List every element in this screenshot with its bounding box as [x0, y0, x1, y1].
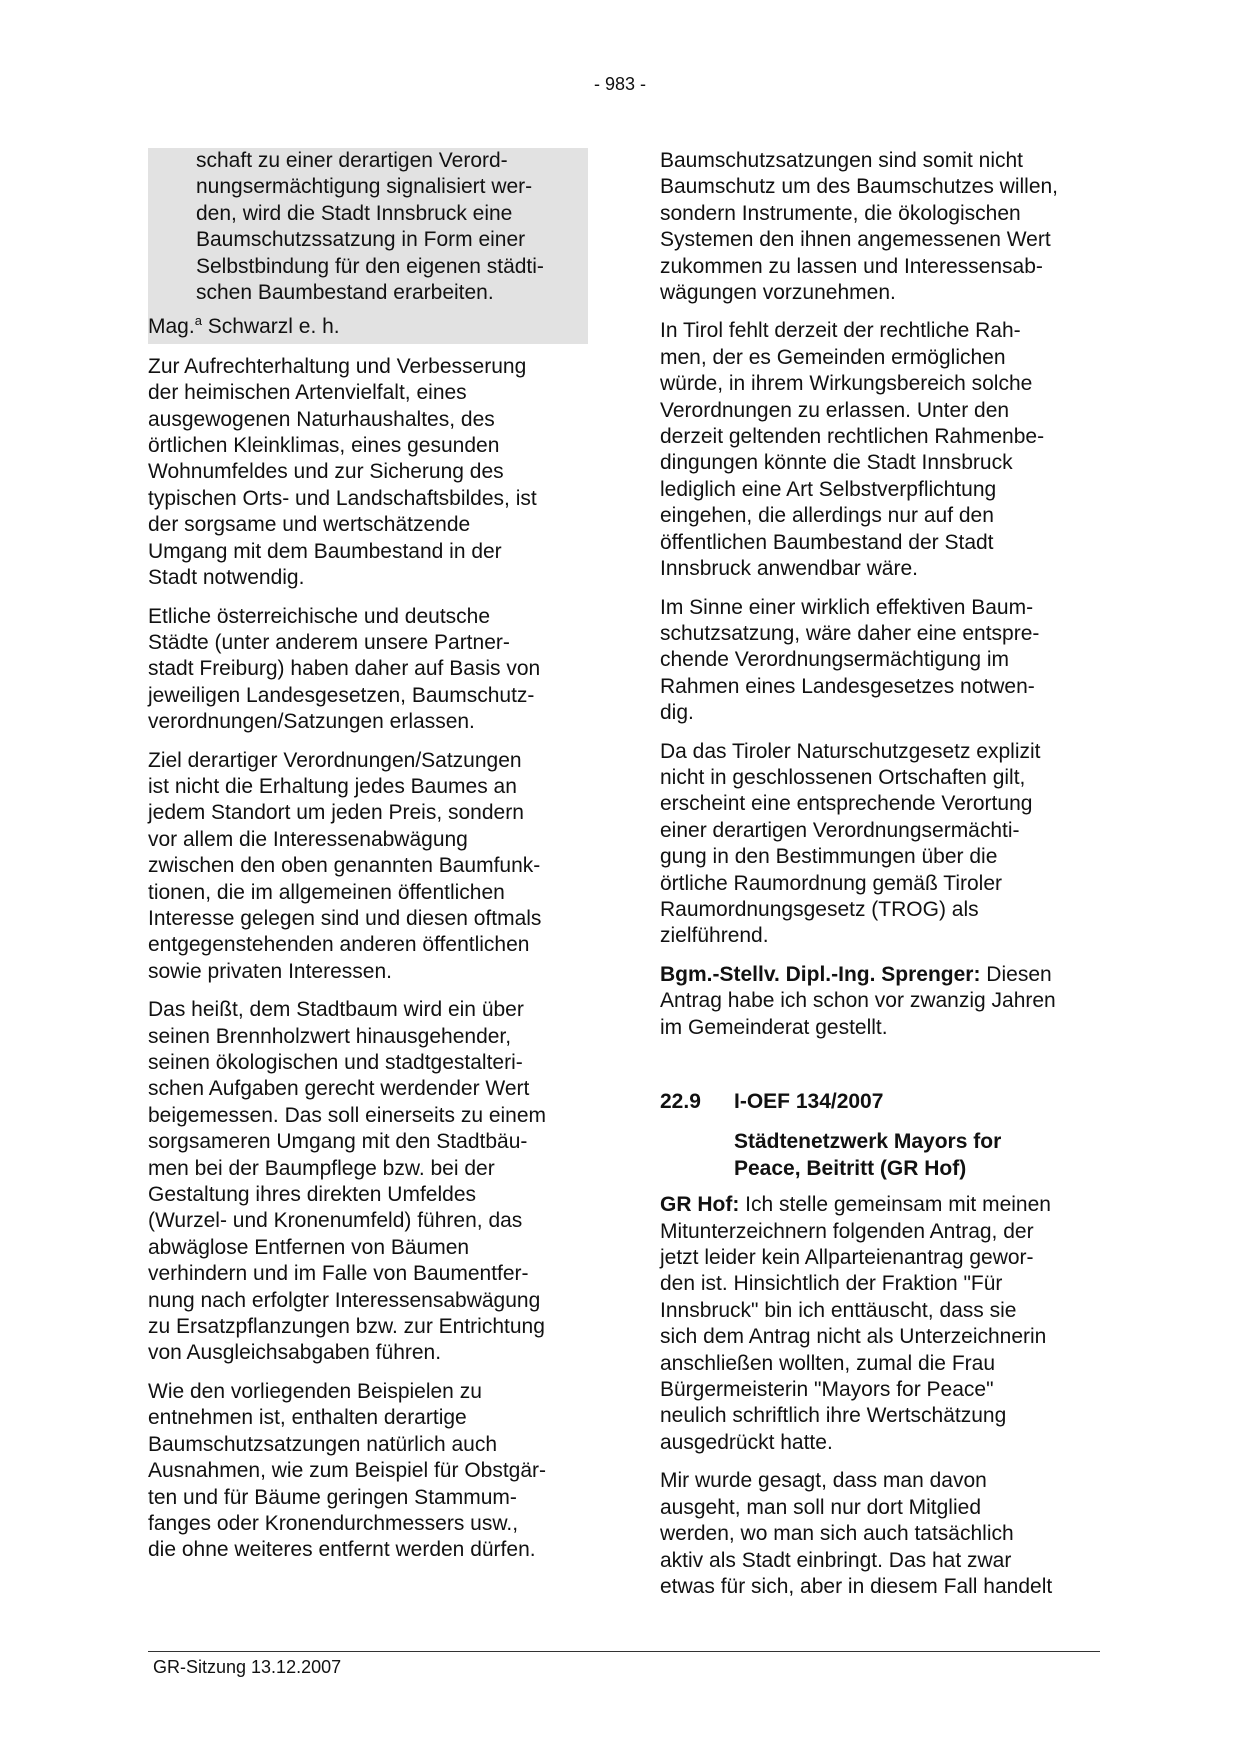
paragraph: Baumschutzsatzungen sind somit nicht Baumschutz um des Baumschutzes willen, sondern Instrumente, die ökologischen Systemen den ihnen angemessenen Wert zukommen zu lassen und Interessensab- wägungen vorzunehmen.	[660, 149, 1059, 305]
left-column	[148, 148, 588, 1576]
agenda-code: I-OEF 134/2007	[734, 1090, 884, 1113]
signature-name: Schwarzl e. h.	[201, 315, 340, 339]
paragraph: Mir wurde gesagt, dass man davon ausgeht, man soll nur dort Mitglied werden, wo man sich auch tatsächlich aktiv als Stadt einbringt. Das hat zwar etwas für sich, aber in diesem Fall handelt	[660, 1469, 1053, 1598]
signature-prefix: Mag.	[148, 315, 195, 339]
motion-text: schaft zu einer derartigen Verord- nungsermächtigung signalisiert wer- den, wird die Stadt Innsbruck eine Baumschutzssatzung in Form einer Selbstbindung für den eigenen städti- schen Baumbestand erarbeiten.	[196, 149, 544, 305]
speaker-name: GR Hof:	[660, 1193, 740, 1217]
agenda-item	[660, 1089, 1100, 1182]
paragraph: Das heißt, dem Stadtbaum wird ein über seinen Brennholzwert hinausgehender, seinen ökologischen und stadtgestalteri- schen Aufgaben gerecht werdender Wert beigemessen. Das soll einerseits zu einem sorgsameren Umgang mit den Stadtbäu- men bei der Baumpflege bzw. bei der Gestaltung ihres direkten Umfeldes (Wurzel- und Kronenumfeld) führen, das abwäglose Entfernen von Bäumen verhindern und im Falle von Baumentfer- nung nach erfolgter Interessensabwägung zu Ersatzpflanzungen bzw. zur Entrichtung von Ausgleichsabgaben führen.	[148, 998, 547, 1365]
right-column	[660, 148, 1100, 1612]
signature	[148, 306, 588, 340]
signature-superscript: a	[194, 313, 202, 329]
paragraph: Im Sinne einer wirklich effektiven Baum- schutzsatzung, wäre daher eine entspre- chende Verordnungsermächtigung im Rahmen eines Landesgesetzes notwen- dig.	[660, 595, 1040, 725]
agenda-heading	[660, 1089, 1100, 1115]
page-number: - 983 -	[593, 74, 647, 94]
paragraph: Zur Aufrechterhaltung und Verbesserung der heimischen Artenvielfalt, eines ausgewogenen Naturhaushaltes, des örtlichen Kleinklimas, eines gesunden Wohnumfeldes und zur Sicherung des typischen Orts- und Landschaftsbildes, ist der sorgsame und wertschätzende Umgang mit dem Baumbestand in der Stadt notwendig.	[148, 354, 537, 590]
speech-sprenger	[660, 962, 1100, 1041]
speech-text: Ich stelle gemeinsam mit meinen Mitunterzeichnern folgenden Antrag, der jetzt leider kein Allparteienantrag gewor- den ist. Hinsichtlich der Fraktion "Für Innsbruck" bin ich enttäuscht, dass sie sich dem Antrag nicht als Unterzeichnerin anschließen wollten, zumal die Frau Bürgermeisterin "Mayors for Peace" neulich schriftlich ihre Wertschätzung ausgedrückt hatte.	[660, 1193, 1051, 1454]
paragraph: In Tirol fehlt derzeit der rechtliche Rah- men, der es Gemeinden ermöglichen würde, in ihrem Wirkungsbereich solche Verordnungen zu erlassen. Unter den derzeit geltenden rechtlichen Rahmenbe- dingungen könnte die Stadt Innsbruck lediglich eine Art Selbstverpflichtung eingehen, die allerdings nur auf den öffentlichen Baumbestand der Stadt Innsbruck anwendbar wäre.	[660, 319, 1045, 581]
footer-session-date: GR-Sitzung 13.12.2007	[153, 1657, 342, 1677]
paragraph: Etliche österreichische und deutsche Städte (unter anderem unsere Partner- stadt Freiburg) haben daher auf Basis von jeweiligen Landesgesetzen, Baumschutz- verordnungen/Satzungen erlassen.	[148, 604, 541, 734]
speaker-name: Bgm.-Stellv. Dipl.-Ing. Sprenger:	[660, 962, 981, 986]
quoted-motion-box	[148, 148, 588, 344]
footer-divider	[148, 1651, 1100, 1652]
speech-text: Diesen Antrag habe ich schon vor zwanzig Jahren im Gemeinderat gestellt.	[660, 962, 1056, 1039]
agenda-number: 22.9	[660, 1090, 701, 1113]
paragraph: Da das Tiroler Naturschutzgesetz explizit nicht in geschlossenen Ortschaften gilt, erscheint eine entsprechende Verortung einer derartigen Verordnungsermächti- gung in den Bestimmungen über die örtliche Raumordnung gemäß Tiroler Raumordnungsgesetz (TROG) als zielführend.	[660, 739, 1041, 948]
speech-hof	[660, 1192, 1100, 1456]
paragraph: Wie den vorliegenden Beispielen zu entnehmen ist, enthalten derartige Baumschutzsatzungen natürlich auch Ausnahmen, wie zum Beispiel für Obstgär- ten und für Bäume geringen Stammum- fanges oder Kronendurchmessers usw., die ohne weiteres entfernt werden dürfen.	[148, 1379, 547, 1562]
paragraph: Ziel derartiger Verordnungen/Satzungen ist nicht die Erhaltung jedes Baumes an jedem Standort um jeden Preis, sondern vor allem die Interessenabwägung zwischen den oben genannten Baumfunk- tionen, die im allgemeinen öffentlichen Interesse gelegen sind und diesen oftmals entgegenstehenden anderen öffentlichen sowie privaten Interessen.	[148, 748, 542, 983]
agenda-title: Städtenetzwerk Mayors for Peace, Beitritt (GR Hof)	[734, 1130, 1002, 1180]
